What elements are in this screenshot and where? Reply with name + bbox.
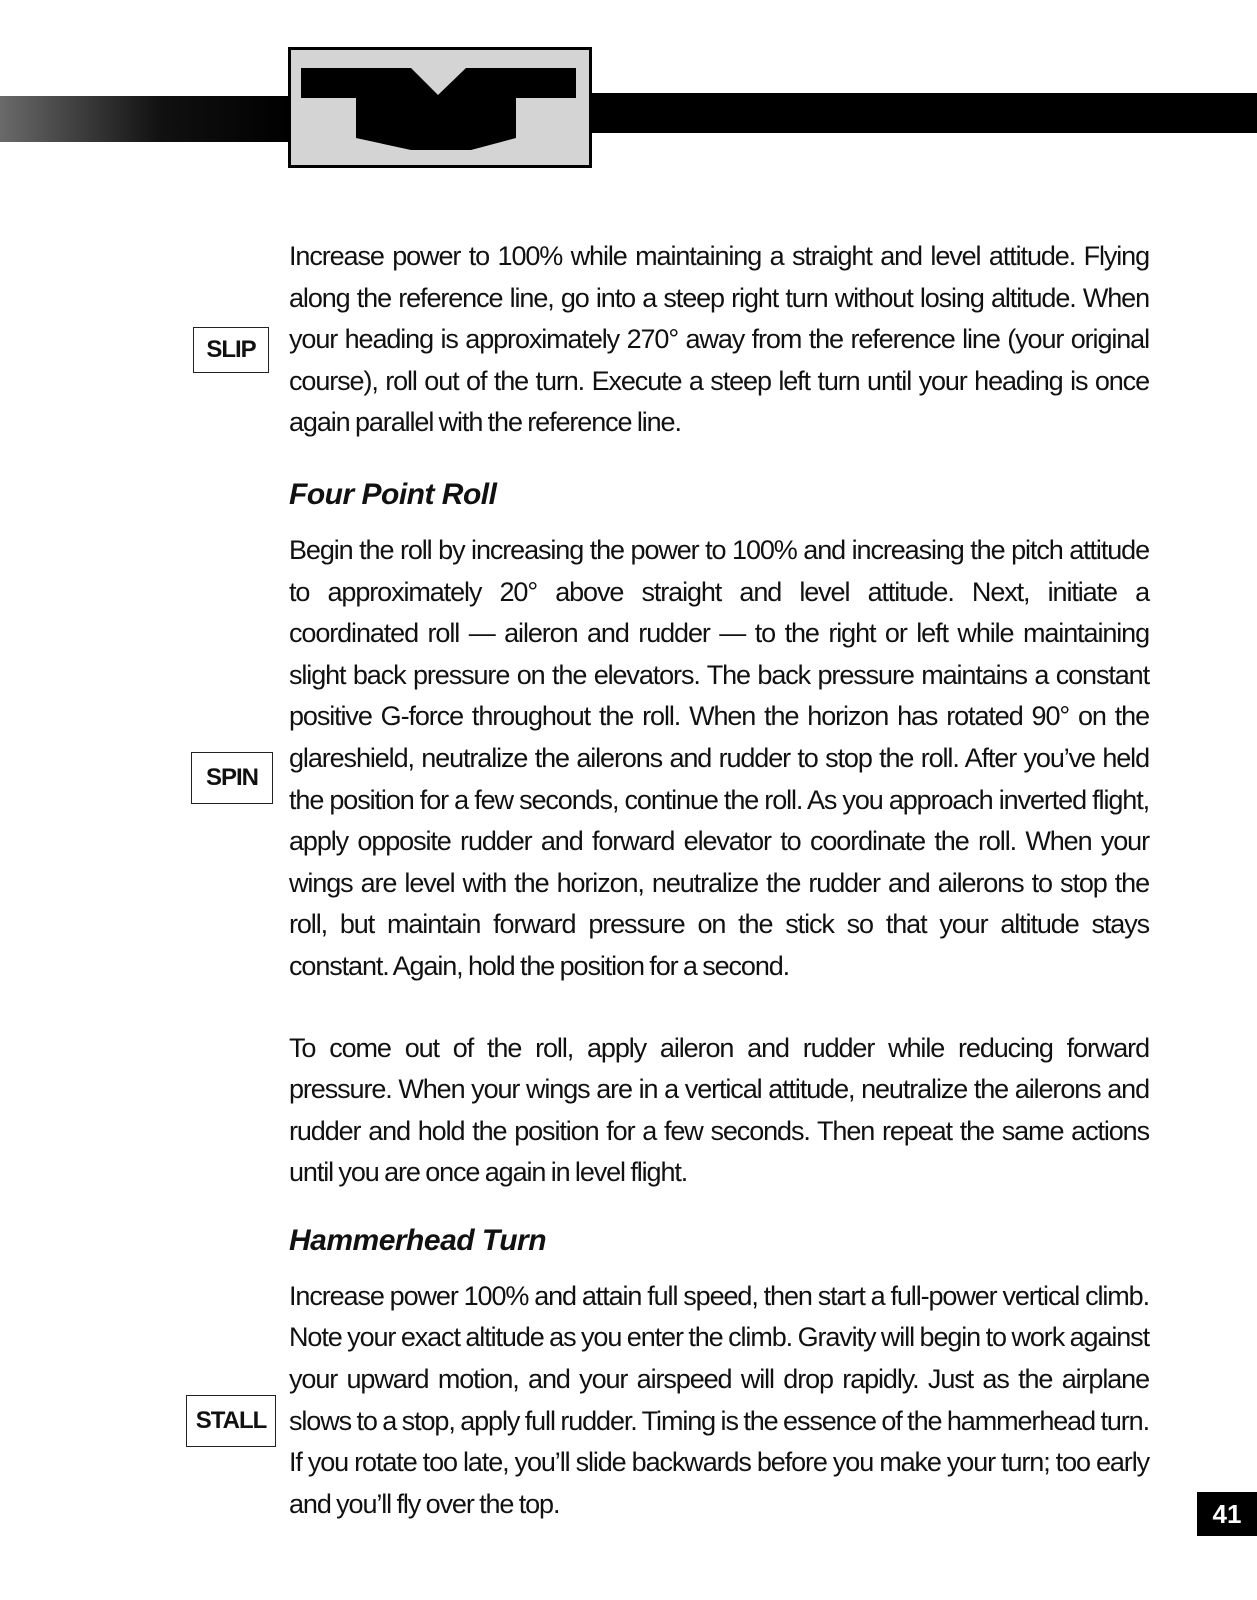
intro-paragraph: Increase power to 100% while maintaining a straight and level attitude. Flying along the reference line, go into a steep right turn without losing altitude. When your heading is approximately 270° away from the reference line (your original course), roll out of the turn. Execute a steep left turn until your heading is once again parallel with the reference line. bbox=[289, 241, 1149, 438]
four-point-roll-paragraph-2: To come out of the roll, apply aileron and rudder while reducing forward pressure. When your wings are in a vertical attitude, neutralize the ailerons and rudder and hold the position for a few seconds. Then repeat the same actions until you are once again in level flight. bbox=[289, 1032, 1149, 1188]
stall-label: STALL bbox=[186, 1395, 276, 1447]
header-bar-left bbox=[0, 96, 290, 142]
hammerhead-turn-heading: Hammerhead Turn bbox=[289, 1223, 547, 1257]
spin-label: SPIN bbox=[191, 752, 273, 804]
slip-label: SLIP bbox=[193, 327, 269, 373]
header-bar-right bbox=[592, 93, 1257, 133]
main-content bbox=[289, 236, 1149, 1525]
hammerhead-turn-paragraph: Increase power 100% and attain full speed, then start a full-power vertical climb. Note your exact altitude as you enter the climb. Gravity will begin to work against your upward motion, and your airspeed will drop rapidly. Just as the airplane slows to a stop, apply full rudder. Timing is the essence of the hammerhead turn. If you rotate too late, you’ll slide backwards before you make your turn; too early and you’ll fly over the top. bbox=[289, 1280, 1149, 1519]
page-number: 41 bbox=[1197, 1492, 1257, 1536]
four-point-roll-heading: Four Point Roll bbox=[289, 477, 497, 511]
four-point-roll-paragraph-1: Begin the roll by increasing the power to 100% and increasing the pitch attitude to approximately 20° above straight and level attitude. Next, initiate a coordinated roll — aileron and rudder — to the right or left while maintaining slight back pressure on the elevators. The back pressure maintains a constant positive G-force throughout the roll. When the horizon has rotated 90° on the glareshield, neutralize the ailerons and rudder to stop the roll. After you’ve held the position for a few seconds, continue the roll. As you approach inverted flight, apply opposite rudder and forward elevator to coordinate the roll. When your wings are level with the horizon, neutralize the rudder and ailerons to stop the roll, but maintain forward pressure on the stick so that your altitude stays constant. Again, hold the position for a second. bbox=[289, 534, 1149, 981]
header-logo-icon bbox=[288, 47, 592, 168]
